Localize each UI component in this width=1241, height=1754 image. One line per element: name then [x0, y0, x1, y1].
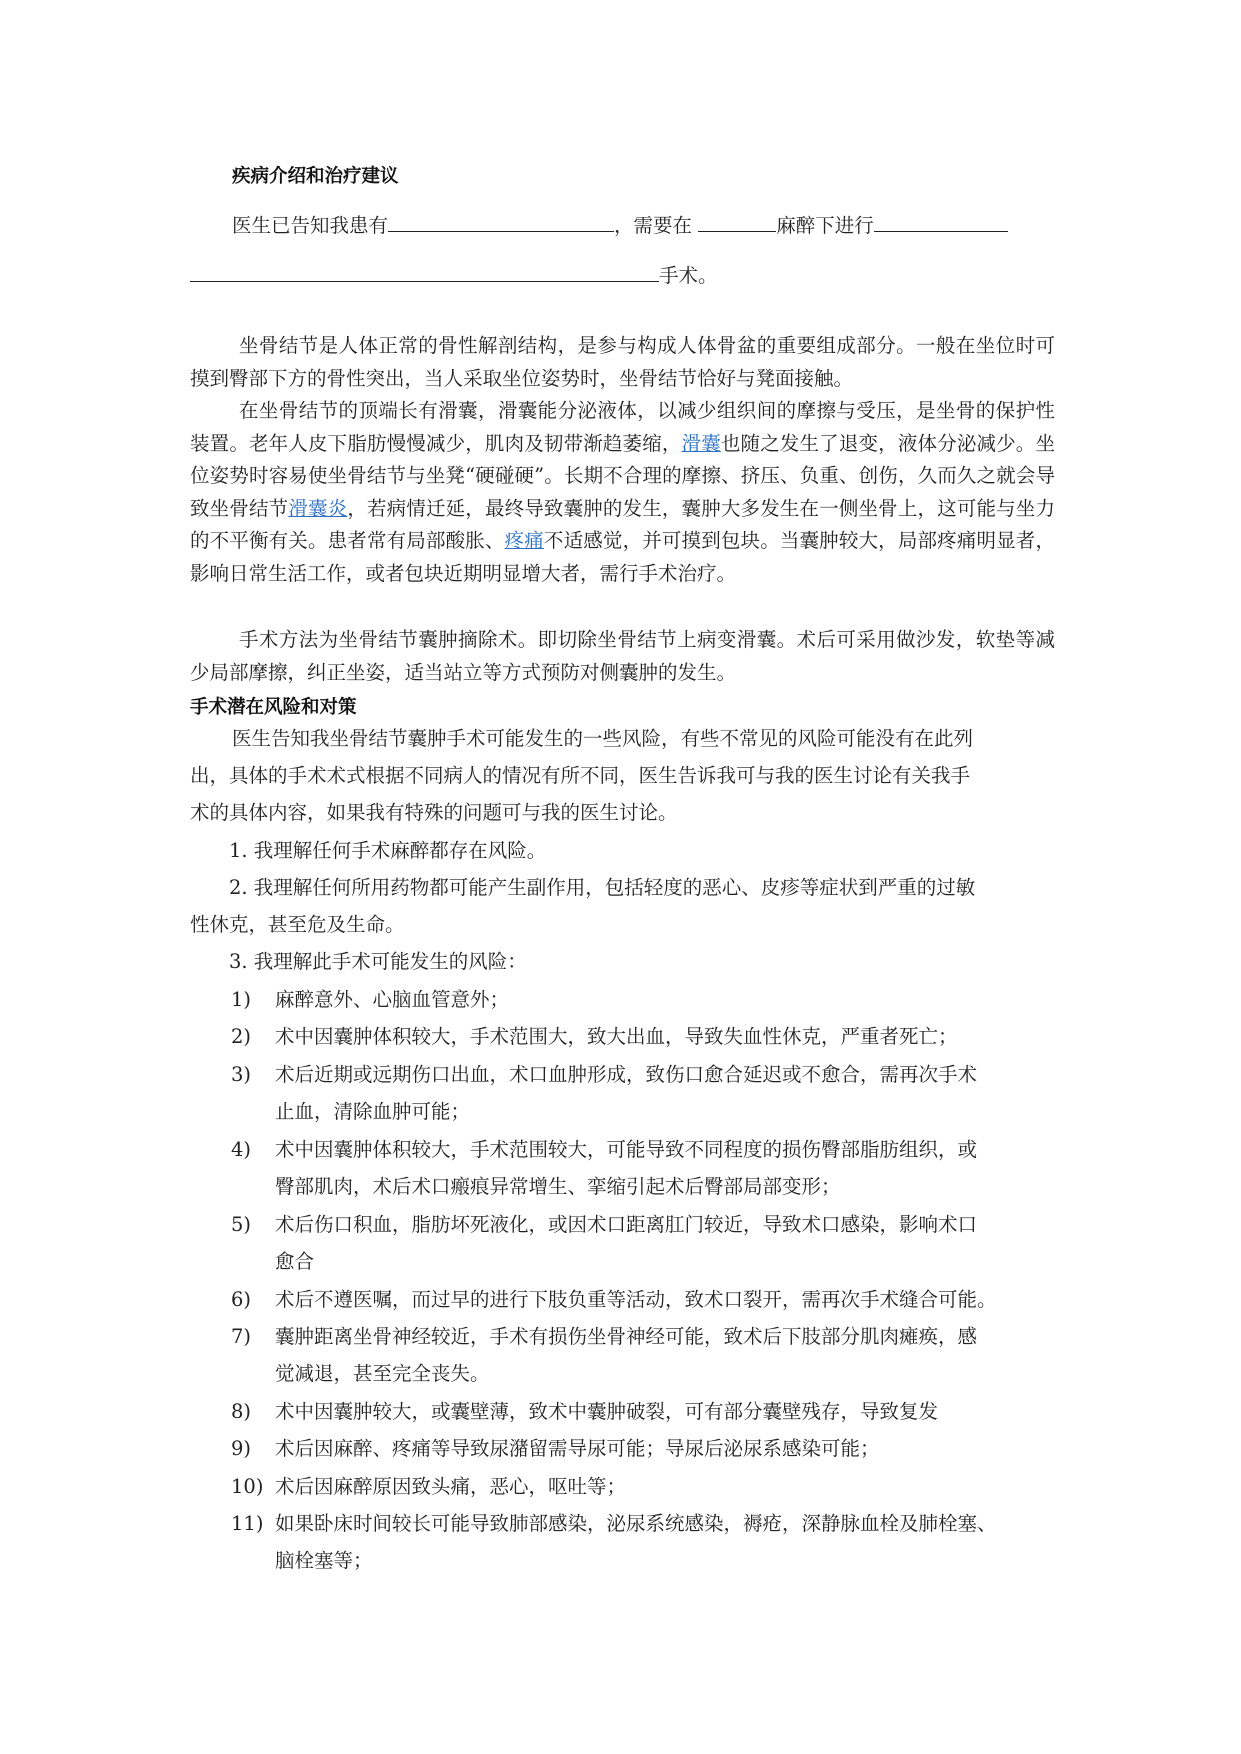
intro-paragraph-2-text-a: 在坐骨结节的顶端长有滑囊，滑囊能分泌液体，以减少组织间的摩擦与受压，是坐骨的保护性装置。老年人皮下脂肪慢慢减少，肌肉及韧带渐趋萎缩，	[190, 399, 1055, 455]
risk-5-text-2: 愈合	[275, 1250, 315, 1273]
risk-11-text-1: 如果卧床时间较长可能导致肺部感染，泌尿系统感染，褥疮，深静脉血栓及肺栓塞、	[275, 1512, 997, 1535]
risk-intro-line-3: 术的具体内容，如果我有特殊的问题可与我的医生讨论。	[190, 801, 678, 824]
risk-3-number: 3)	[231, 1063, 252, 1086]
risk-5-text-1: 术后伤口积血，脂肪坏死液化，或因术口距离肛门较近，导致术口感染，影响术口	[275, 1213, 978, 1236]
risk-1-number: 1)	[231, 988, 252, 1011]
risk-11-number: 11)	[231, 1512, 264, 1535]
risk-11-text-2: 脑栓塞等；	[275, 1549, 373, 1572]
risk-2-number: 2)	[231, 1025, 252, 1048]
intro-paragraph-1: 坐骨结节是人体正常的骨性解剖结构，是参与构成人体骨盆的重要组成部分。一般在坐位时可摸到臀部下方的骨性突出，当人采取坐位姿势时，坐骨结节恰好与凳面接触。	[190, 334, 1055, 390]
intro-paragraph-2-text-b: 也随之发生了退变，液体分泌减少。坐位姿势时容易使坐骨结节与坐凳“硬碰硬”。长期不合理的摩擦、挤压、负重、创伤，久而久之就会导致坐骨结节	[190, 431, 1055, 520]
link-pain[interactable]: 疼痛	[504, 529, 544, 553]
risk-6-number: 6)	[231, 1288, 252, 1311]
risk-4-text-2: 臀部肌肉，术后术口瘢痕异常增生、挛缩引起术后臀部局部变形；	[275, 1175, 841, 1198]
intro-paragraph-2-text-d: 不适感觉，并可摸到包块。当囊肿较大，局部疼痛明显者，影响日常生活工作，或者包块近期明显增大者，需行手术治疗。	[190, 529, 1055, 585]
risk-10-text: 术后因麻醉原因致头痛，恶心，呕吐等；	[275, 1475, 627, 1498]
link-bursa[interactable]: 滑囊	[681, 431, 721, 455]
intro-paragraph-2	[190, 395, 1055, 591]
procedure-line	[190, 260, 718, 288]
risk-4-number: 4)	[231, 1138, 252, 1161]
point-2-line-1: 2. 我理解任何所用药物都可能产生副作用，包括轻度的恶心、皮疹等症状到严重的过敏	[229, 876, 976, 899]
risk-6-text: 术后不遵医嘱，而过早的进行下肢负重等活动，致术口裂开，需再次手术缝合可能。	[275, 1288, 997, 1311]
anesthesia-blank-field[interactable]	[698, 211, 776, 232]
intro-paragraph-3: 手术方法为坐骨结节囊肿摘除术。即切除坐骨结节上病变滑囊。术后可采用做沙发，软垫等减少局部摩擦，纠正坐姿，适当站立等方式预防对侧囊肿的发生。	[190, 628, 1055, 684]
diagnosis-text-1: 医生已告知我患有	[232, 214, 389, 237]
risk-7-number: 7)	[231, 1325, 252, 1348]
risk-4-text-1: 术中因囊肿体积较大，手术范围较大，可能导致不同程度的损伤臀部脂肪组织，或	[275, 1138, 978, 1161]
risk-8-text: 术中因囊肿较大，或囊壁薄，致术中囊肿破裂，可有部分囊壁残存，导致复发	[275, 1400, 939, 1423]
risk-9-text: 术后因麻醉、疼痛等导致尿潴留需导尿可能；导尿后泌尿系感染可能；	[275, 1437, 880, 1460]
section-title-disease-intro: 疾病介绍和治疗建议	[232, 166, 399, 187]
section-title-surgical-risks: 手术潜在风险和对策	[190, 697, 357, 718]
risk-5-number: 5)	[231, 1213, 252, 1236]
procedure-blank-field[interactable]	[874, 211, 1008, 232]
diagnosis-text-3: 麻醉下进行	[776, 214, 874, 237]
diagnosis-text-2: ，需要在	[614, 214, 693, 237]
point-3: 3. 我理解此手术可能发生的风险：	[229, 950, 527, 973]
risk-3-text-2: 止血，清除血肿可能；	[275, 1100, 471, 1123]
point-1: 1. 我理解任何手术麻醉都存在风险。	[229, 839, 547, 862]
risk-intro-line-1: 医生告知我坐骨结节囊肿手术可能发生的一些风险，有些不常见的风险可能没有在此列	[232, 727, 974, 750]
risk-7-text-1: 囊肿距离坐骨神经较近，手术有损伤坐骨神经可能，致术后下肢部分肌肉瘫痪，感	[275, 1325, 978, 1348]
diagnosis-text-4: 手术。	[659, 264, 718, 287]
risk-2-text: 术中因囊肿体积较大，手术范围大，致大出血，导致失血性休克，严重者死亡；	[275, 1025, 958, 1048]
risk-7-text-2: 觉减退，甚至完全丧失。	[275, 1362, 490, 1385]
risk-3-text-1: 术后近期或远期伤口出血，术口血肿形成，致伤口愈合延迟或不愈合，需再次手术	[275, 1063, 978, 1086]
link-bursitis[interactable]: 滑囊炎	[288, 496, 348, 520]
risk-9-number: 9)	[231, 1437, 252, 1460]
procedure-blank-field-2[interactable]	[190, 261, 659, 282]
risk-10-number: 10)	[231, 1475, 264, 1498]
diagnosis-blank-field[interactable]	[388, 211, 614, 232]
risk-8-number: 8)	[231, 1400, 252, 1423]
intro-paragraph-2-text-c: ，若病情迁延，最终导致囊肿的发生，囊肿大多发生在一侧坐骨上，这可能与坐力的不平衡有关。患者常有局部酸胀、	[190, 496, 1055, 553]
point-2-line-2: 性休克，甚至危及生命。	[190, 913, 405, 936]
risk-intro-line-2: 出，具体的手术术式根据不同病人的情况有所不同，医生告诉我可与我的医生讨论有关我手	[190, 764, 971, 787]
risk-1-text: 麻醉意外、心脑血管意外；	[275, 988, 510, 1011]
diagnosis-line	[232, 210, 1008, 238]
